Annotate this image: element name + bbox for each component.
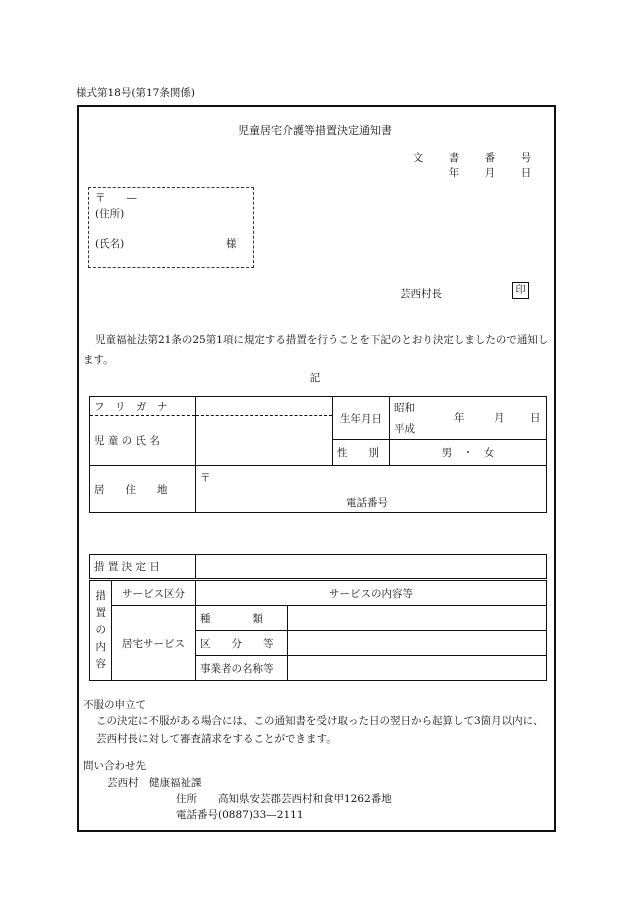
service-content-label: サービスの内容等 [196,581,547,606]
furigana-label: フ リ ガ ナ [90,397,196,416]
row-class-label: 区 分 等 [196,631,288,656]
ki-heading: 記 [309,372,321,384]
era-heisei: 平成 [394,423,415,435]
recipient-name-label: (氏名) [95,238,125,250]
furigana-field[interactable] [196,397,333,416]
row-type-label: 種 類 [196,606,288,631]
decision-date-table [89,554,547,579]
measure-char: 容 [95,658,106,670]
date-day: 日 [520,167,532,179]
measure-table [89,580,547,681]
seal-mark: 印 [512,282,529,299]
child-info-table [89,396,547,513]
residence-field[interactable] [196,466,547,513]
row-class-field[interactable] [288,631,547,656]
measure-content-label [90,581,112,681]
birth-day: 日 [530,412,541,424]
objection-text: この決定に不服がある場合には、この通知書を受け取った日の翌日から起算して3箇月以内に、芸西村長に対して審査請求をすることができます。 [96,715,544,745]
contact-phone: 電話番号(0887)33—2111 [176,809,304,821]
decision-date-label: 措 置 決 定 日 [90,555,196,579]
measure-char: 内 [95,641,106,653]
recipient-address-box [88,187,254,268]
birth-label: 生年月日 [333,397,390,440]
row-type-field[interactable] [288,606,547,631]
home-service-label: 居宅サービス [112,606,196,681]
birth-month: 月 [494,412,505,424]
child-name-label: 児 童 の 氏 名 [90,416,196,466]
objection-title: 不服の申立て [83,699,146,711]
date-month: 月 [484,167,496,179]
date-year: 年 [448,167,460,179]
decision-date-field[interactable] [196,555,547,579]
document-date [436,165,580,180]
recipient-honorific: 様 [226,238,237,250]
contact-office: 芸西村 健康福祉課 [107,777,202,789]
contact-title: 問い合わせ先 [83,760,146,772]
phone-label: 電話番号 [346,496,388,509]
row-provider-label: 事業者の名称等 [196,656,288,681]
doc-number-char: 号 [520,152,532,164]
birth-year: 年 [454,412,465,424]
body-text: 児童福祉法第21条の25第1項に規定する措置を行うことを下記のとおり決定しましたので通知します。 [83,334,549,366]
child-name-field[interactable] [196,416,333,466]
document-title: 児童居宅介護等措置決定通知書 [238,124,392,137]
measure-char: の [95,624,106,636]
measure-char: 置 [95,607,106,619]
row-provider-field[interactable] [288,656,547,681]
doc-number-char: 番 [484,152,496,164]
sex-options[interactable]: 男 ・ 女 [390,440,547,466]
recipient-address-label: (住所) [95,208,125,220]
birth-field[interactable] [390,397,547,440]
form-number: 様式第18号(第17条関係) [76,87,195,99]
residence-postal: 〒 [200,471,211,484]
sex-label: 性 別 [333,440,390,466]
contact-address: 住所 高知県安芸郡芸西村和食甲1262番地 [176,793,392,805]
doc-number-char: 書 [448,152,460,164]
measure-char: 措 [95,590,106,602]
service-category-label: サービス区分 [112,581,196,606]
doc-number-char: 文 [412,152,424,164]
issuer: 芸西村長 [400,288,442,300]
recipient-postal: 〒 — [95,192,137,204]
document-number [400,150,544,165]
residence-label: 居 住 地 [90,466,196,513]
era-showa: 昭和 [394,402,415,414]
